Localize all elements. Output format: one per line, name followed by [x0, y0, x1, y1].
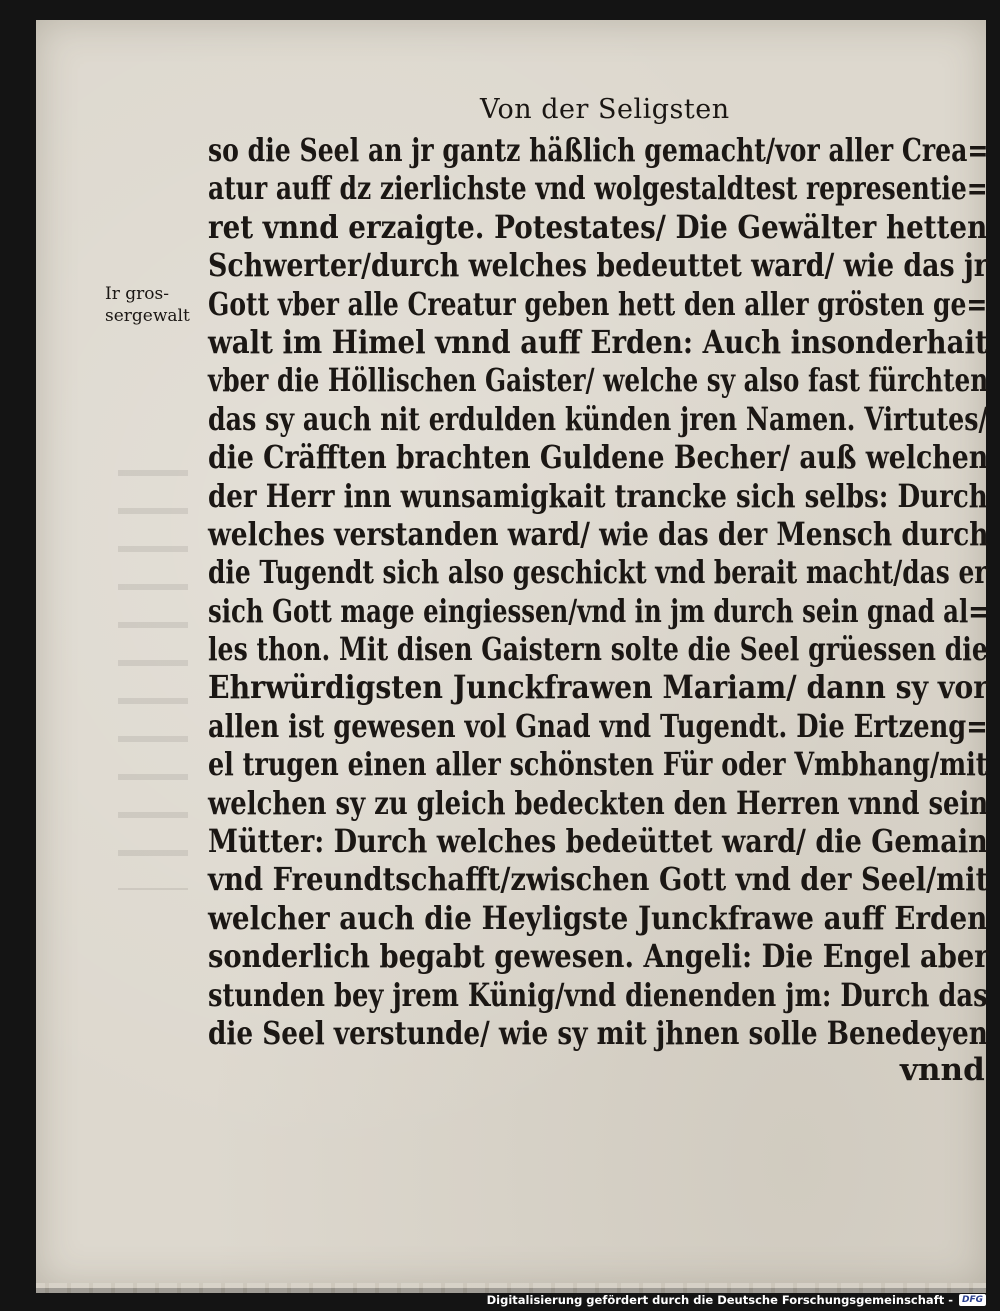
text-line: Gott vber alle Creatur geben hett den aller grösten ge=	[208, 285, 988, 323]
running-head: Von der Seligsten	[480, 94, 730, 125]
text-line: Mütter: Durch welches bedeüttet ward/ die Gemain	[208, 823, 988, 861]
text-line: atur auff dz zierlichste vnd wolgestaldtest representie=	[208, 170, 988, 208]
text-line: el trugen einen aller schönsten Für oder Vmbhang/mit	[208, 746, 988, 784]
text-line: der Herr inn wunsamigkait tranckе sich selbs: Durch	[208, 477, 988, 515]
text-line: welchen sy zu gleich bedeckten den Herren vnnd sein	[208, 784, 989, 822]
catchword: vnnd	[900, 1052, 985, 1088]
deckled-page-edge	[36, 1283, 986, 1293]
marginal-note-line: Ir gros-	[105, 284, 169, 304]
text-line: die Tugendt sich also geschickt vnd berait macht/das er	[208, 554, 988, 592]
text-line: welcher auch die Heyligste Junckfrawe auff Erden	[208, 899, 988, 937]
text-line: welches verstanden ward/ wie das der Mensch durch	[208, 515, 989, 553]
text-line: vnd Freundtschafft/zwischen Gott vnd der Seel/mit	[208, 861, 989, 899]
footer-text: Digitalisierung gefördert durch die Deutsche Forschungsgemeinschaft -	[486, 1293, 953, 1307]
text-line: sich Gott mage eingiessen/vnd in jm durch sein gnad al=	[208, 592, 989, 630]
text-line: Schwerter/durch welches bedeuttet ward/ wie das jr	[208, 247, 988, 285]
marginal-note	[105, 283, 205, 327]
text-line: die Seel verstunde/ wie sy mit jhnen solle Benedeyen	[208, 1014, 988, 1052]
text-line: die Cräfften brachten Guldene Becher/ auß welchen	[208, 439, 989, 477]
text-line: ret vnnd erzaigte. Potestates/ Die Gewälter hetten	[208, 208, 988, 246]
show-through-marks	[118, 470, 188, 890]
text-line: walt im Himel vnnd auff Erden: Auch insonderhait	[208, 323, 988, 361]
digitization-footer	[487, 1293, 986, 1307]
body-text	[208, 132, 988, 1053]
text-line: les thon. Mit disen Gaistern solte die Seel grüessen die	[208, 631, 988, 669]
text-line: allen ist gewesen vol Gnad vnd Tugendt. Die Ertzeng=	[208, 707, 988, 745]
text-line: so die Seel an jr gantz häßlich gemacht/vor aller Crea=	[208, 132, 989, 169]
marginal-note-line: sergewalt	[105, 306, 190, 326]
text-line: das sy auch nit erdulden künden jren Namen. Virtutes/	[208, 400, 988, 438]
text-line: stunden bey jrem Künig/vnd dienenden jm: Durch das	[208, 976, 988, 1014]
dfg-logo-icon: DFG	[959, 1294, 986, 1306]
text-line: vber die Höllischen Gaister/ welche sy also fast fürchten	[208, 362, 989, 400]
text-line: Ehrwürdigsten Junckfrawen Mariam/ dann sy vor	[208, 669, 989, 707]
text-line: sonderlich begabt gewesen. Angeli: Die Engel aber	[208, 938, 989, 976]
